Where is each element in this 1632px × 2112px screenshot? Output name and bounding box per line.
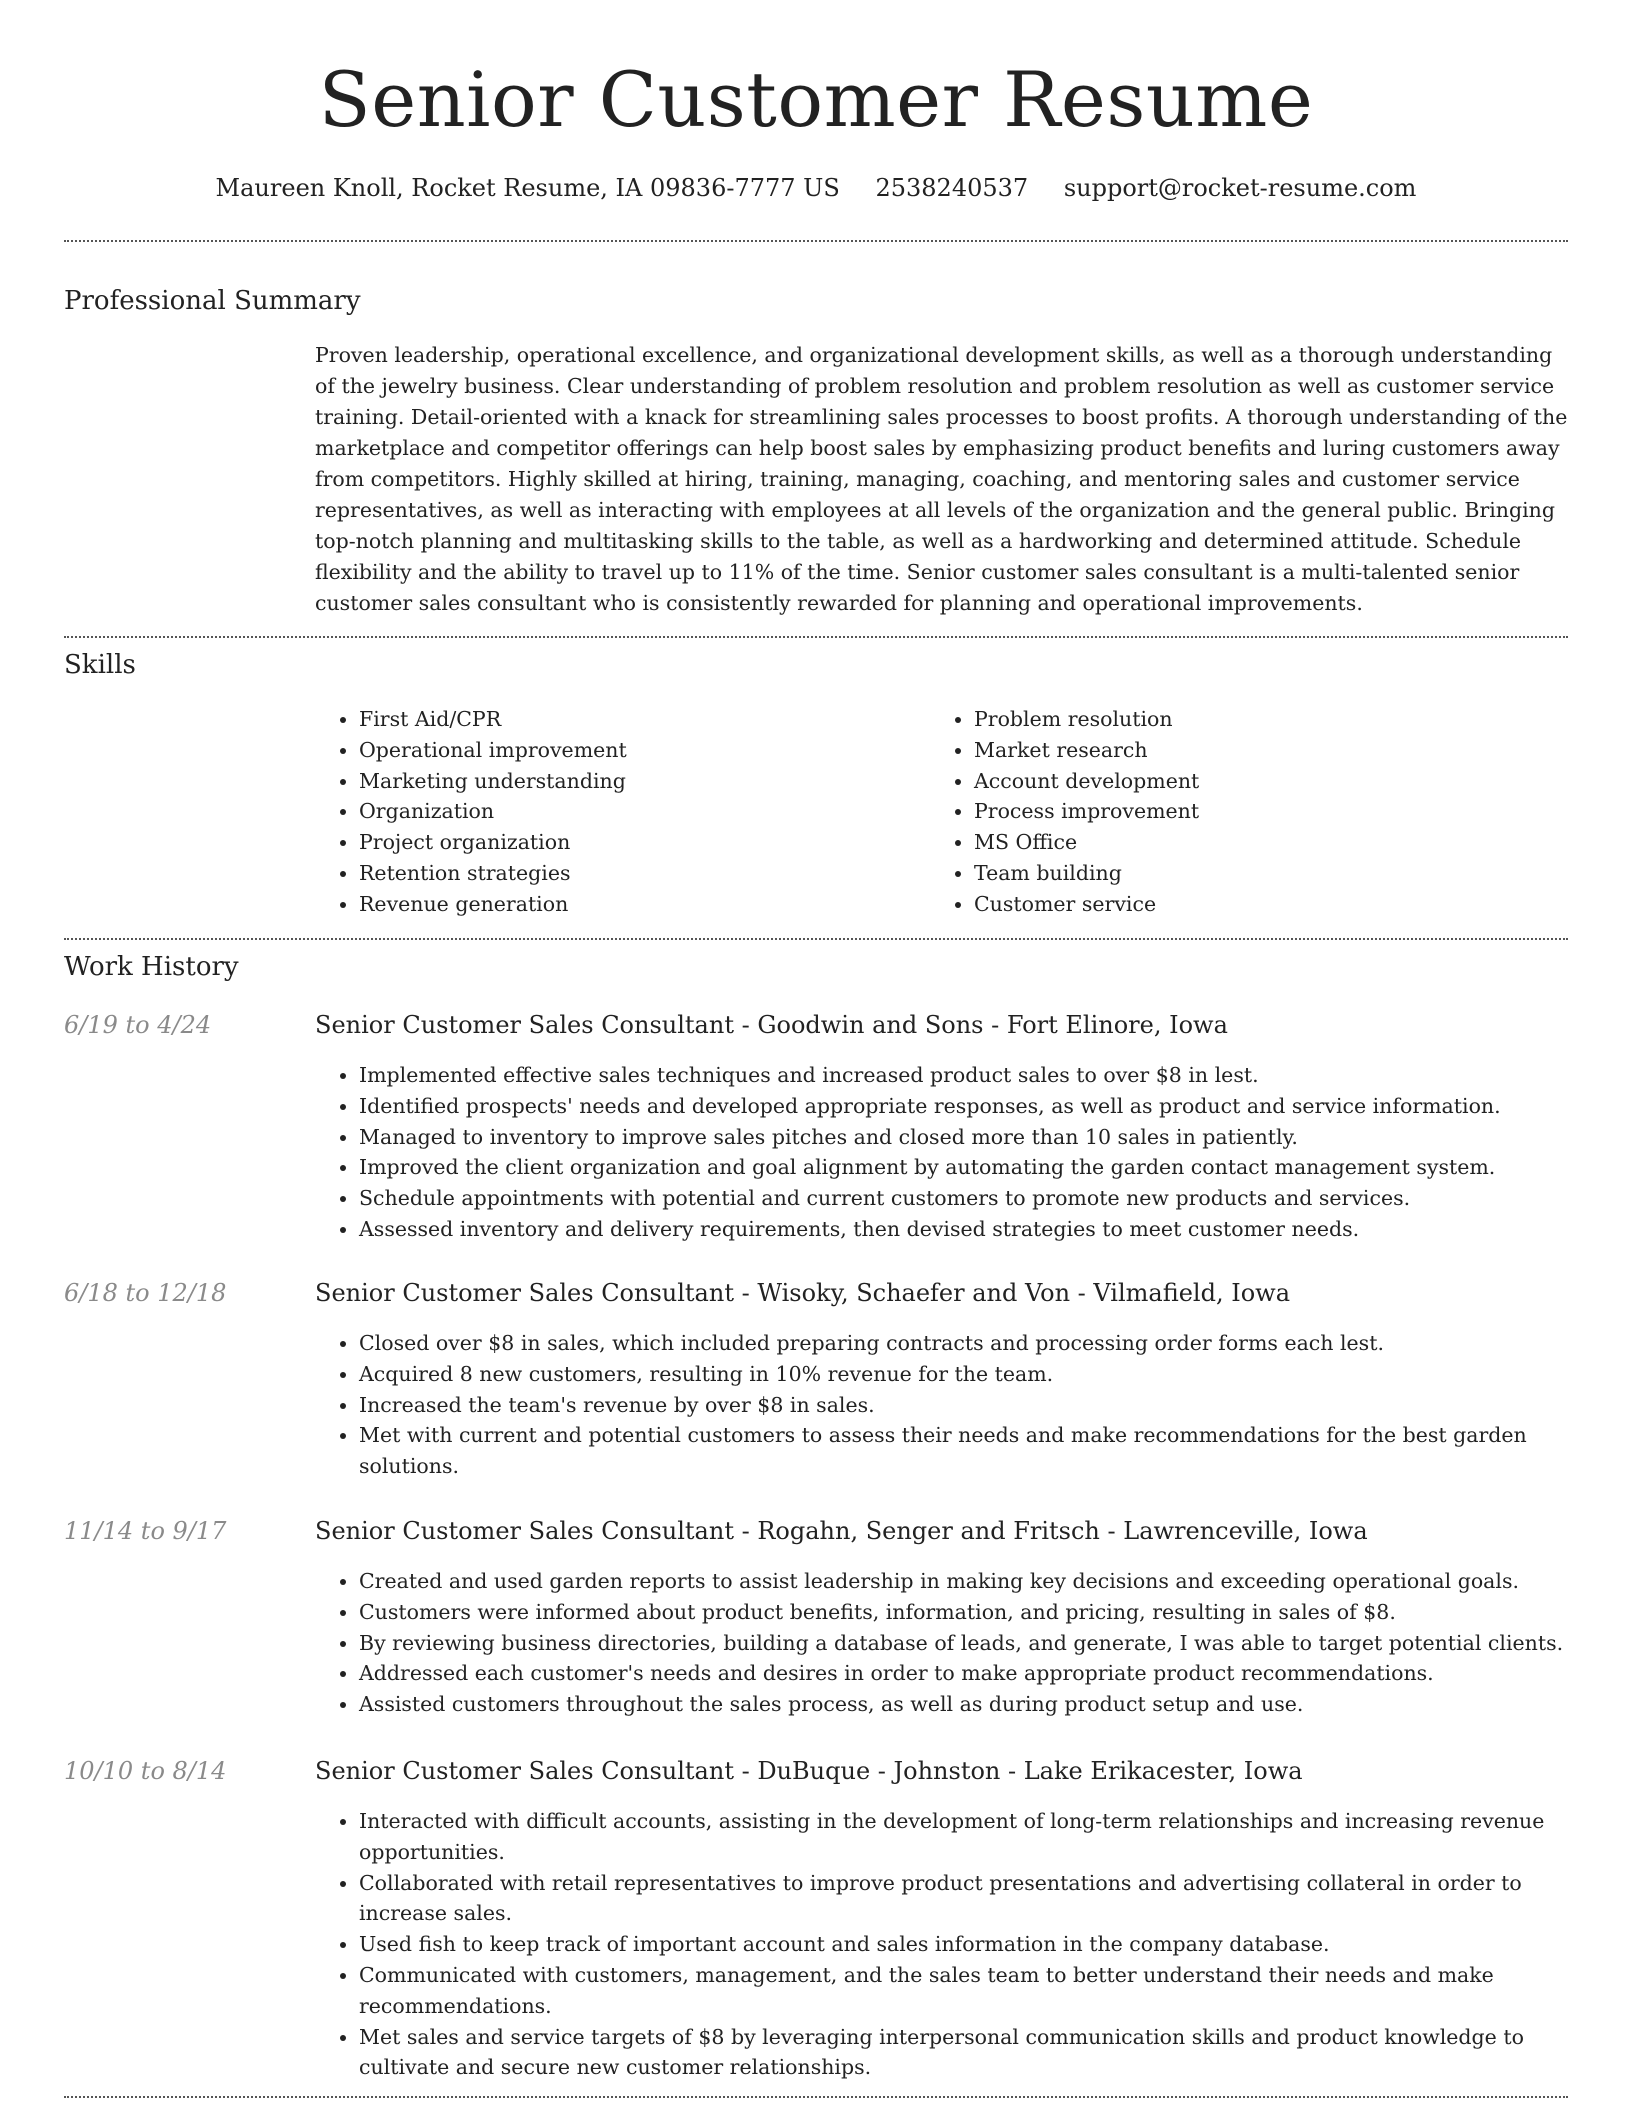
skill-item: • Revenue generation [359,889,959,920]
skill-item: • Operational improvement [359,735,959,766]
job-bullet: • Customers were informed about product benefits, information, and pricing, resulting in sales of $8. [359,1597,1568,1628]
job-bullet: • Increased the team's revenue by over $8 in sales. [359,1390,1568,1421]
contact-address: Maureen Knoll, Rocket Resume, IA 09836-7777 US [215,174,840,202]
job-title: Senior Customer Sales Consultant - DuBuque - Johnston - Lake Erikacester, Iowa [315,1757,1303,1785]
job-bullet: • Met sales and service targets of $8 by leveraging interpersonal communication skills and product knowledge to cultivate and secure new customer relationships. [359,2022,1568,2084]
divider [64,938,1568,940]
skill-item: • Organization [359,796,959,827]
skill-item: • Problem resolution [974,704,1574,735]
job-bullets [315,1806,1568,2083]
job-bullet: • Addressed each customer's needs and desires in order to make appropriate product recommendations. [359,1658,1568,1689]
job-bullet: • Schedule appointments with potential and current customers to promote new products and services. [359,1183,1568,1214]
job-bullets [315,1328,1568,1482]
skills-column-2 [930,704,1574,920]
skill-item: • Project organization [359,827,959,858]
job-dates: 11/14 to 9/17 [64,1517,227,1545]
skill-item: • Retention strategies [359,858,959,889]
skill-item: • Marketing understanding [359,766,959,797]
job-title: Senior Customer Sales Consultant - Wisoky, Schaefer and Von - Vilmafield, Iowa [315,1279,1291,1307]
job-bullet: • Acquired 8 new customers, resulting in 10% revenue for the team. [359,1359,1568,1390]
job-bullet: • Collaborated with retail representatives to improve product presentations and advertising collateral in order to increase sales. [359,1868,1568,1930]
job-bullet: • Closed over $8 in sales, which included preparing contracts and processing order forms each lest. [359,1328,1568,1359]
job-bullet: • Used fish to keep track of important account and sales information in the company database. [359,1929,1568,1960]
job-bullet: • By reviewing business directories, building a database of leads, and generate, I was able to target potential clients. [359,1628,1568,1659]
work-heading: Work History [64,952,239,982]
job-dates: 10/10 to 8/14 [64,1757,227,1785]
job-bullets [315,1566,1568,1720]
job-dates: 6/19 to 4/24 [64,1011,212,1039]
divider [64,240,1568,242]
job-bullet: • Assisted customers throughout the sales process, as well as during product setup and use. [359,1689,1568,1720]
divider [64,636,1568,638]
job-title: Senior Customer Sales Consultant - Rogahn, Senger and Fritsch - Lawrenceville, Iowa [315,1517,1368,1545]
contact-phone: 2538240537 [875,174,1029,202]
skills-heading: Skills [64,650,136,680]
skill-item: • Process improvement [974,796,1574,827]
job-bullet: • Met with current and potential customers to assess their needs and make recommendations for the best garden solutions. [359,1420,1568,1482]
job-bullet: • Assessed inventory and delivery requirements, then devised strategies to meet customer needs. [359,1214,1568,1245]
summary-heading: Professional Summary [64,286,361,316]
summary-text: Proven leadership, operational excellence, and organizational development skills, as well as a thorough understanding of the jewelry business. Clear understanding of problem resolution and problem resolution as well as customer service training. Detail-oriented with a knack for streamlining sales processes to boost profits. A thorough understanding of the marketplace and competitor offerings can help boost sales by emphasizing product benefits and luring customers away from competitors. Highly skilled at hiring, training, managing, coaching, and mentoring sales and customer service representatives, as well as interacting with employees at all levels of the organization and the general public. Bringing top-notch planning and multitasking skills to the table, as well as a hardworking and determined attitude. Schedule flexibility and the ability to travel up to 11% of the time. Senior customer sales consultant is a multi-talented senior customer sales consultant who is consistently rewarded for planning and operational improvements. [315,343,1568,615]
contact-email: support@rocket-resume.com [1063,174,1417,202]
job-bullet: • Implemented effective sales techniques and increased product sales to over $8 in lest. [359,1060,1568,1091]
skill-item: • Team building [974,858,1574,889]
skill-item: • Account development [974,766,1574,797]
job-bullet: • Identified prospects' needs and developed appropriate responses, as well as product and service information. [359,1091,1568,1122]
divider [64,2096,1568,2098]
skill-item: • Market research [974,735,1574,766]
job-bullet: • Interacted with difficult accounts, assisting in the development of long-term relationships and increasing revenue opportunities. [359,1806,1568,1868]
skill-item: • Customer service [974,889,1574,920]
job-dates: 6/18 to 12/18 [64,1279,227,1307]
job-title: Senior Customer Sales Consultant - Goodwin and Sons - Fort Elinore, Iowa [315,1011,1228,1039]
skills-column-1 [315,704,959,920]
job-bullet: • Communicated with customers, management, and the sales team to better understand their needs and make recommendations. [359,1960,1568,2022]
resume-title: Senior Customer Resume [318,55,1314,144]
job-bullets [315,1060,1568,1245]
job-bullet: • Managed to inventory to improve sales pitches and closed more than 10 sales in patiently. [359,1122,1568,1153]
job-bullet: • Created and used garden reports to assist leadership in making key decisions and exceeding operational goals. [359,1566,1568,1597]
skill-item: • First Aid/CPR [359,704,959,735]
skill-item: • MS Office [974,827,1574,858]
contact-line [0,170,1632,206]
job-bullet: • Improved the client organization and goal alignment by automating the garden contact management system. [359,1152,1568,1183]
